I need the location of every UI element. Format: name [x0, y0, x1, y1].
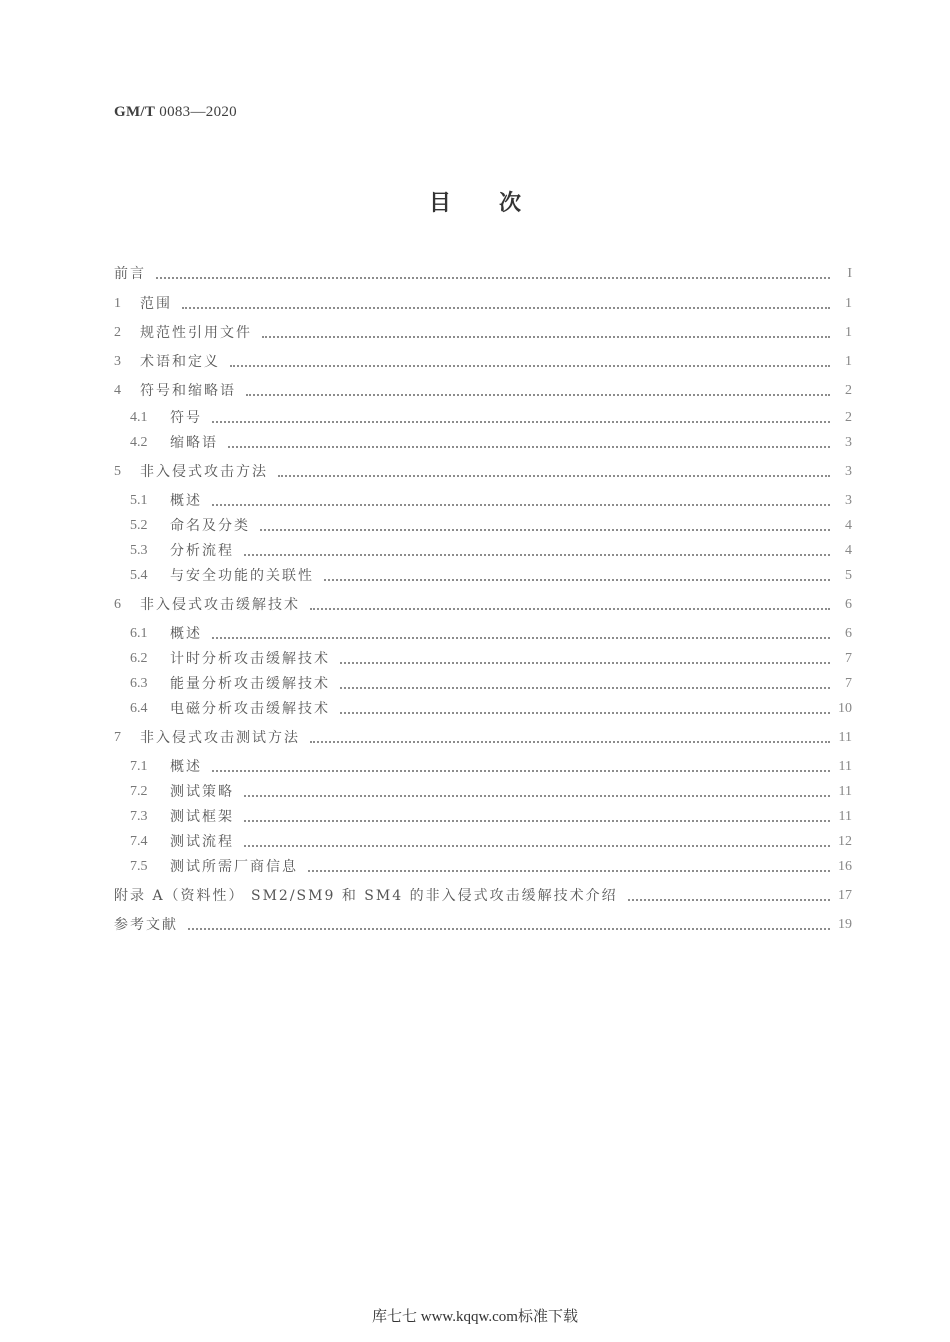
toc-entry-page: 3: [845, 493, 852, 508]
toc-entry-number: 5.3: [130, 543, 148, 558]
toc-entry-label: 概述: [170, 759, 202, 775]
standard-number: 0083—2020: [159, 104, 237, 120]
footer-watermark: 库七七 www.kqqw.com标准下载: [372, 1309, 578, 1325]
toc-entry[interactable]: [114, 755, 852, 777]
toc-dot-leader: [324, 579, 830, 581]
toc-entry-page: 7: [845, 651, 852, 666]
toc-entry-page: 7: [845, 676, 852, 691]
toc-entry-number: 4.1: [130, 410, 148, 425]
toc-dot-leader: [156, 277, 830, 279]
toc-entry-number: 6.4: [130, 701, 148, 716]
toc-entry-label: 附录 A（资料性） SM2/SM9 和 SM4 的非入侵式攻击缓解技术介绍: [114, 888, 618, 904]
toc-entry-label: 规范性引用文件: [140, 325, 252, 341]
toc-entry[interactable]: [114, 672, 852, 694]
toc-entry-number: 6.1: [130, 626, 148, 641]
toc-entry[interactable]: [114, 622, 852, 644]
toc-dot-leader: [340, 712, 830, 714]
toc-entry-page: 11: [838, 784, 852, 799]
toc-entry-number: 5.4: [130, 568, 148, 583]
toc-entry[interactable]: [114, 321, 852, 343]
toc-entry[interactable]: [114, 855, 852, 877]
toc-entry[interactable]: [114, 726, 852, 748]
toc-entry-number: 4.2: [130, 435, 148, 450]
toc-entry-label: 与安全功能的关联性: [170, 568, 314, 584]
toc-entry-label: 术语和定义: [140, 354, 220, 370]
toc-entry-number: 2: [114, 325, 121, 340]
toc-entry-number: 5.2: [130, 518, 148, 533]
toc-entry-page: 6: [845, 626, 852, 641]
toc-entry-number: 4: [114, 383, 121, 398]
toc-entry[interactable]: [114, 292, 852, 314]
toc-entry-label: 非入侵式攻击方法: [140, 464, 268, 480]
toc-dot-leader: [244, 845, 830, 847]
toc-entry-page: 17: [838, 888, 852, 903]
toc-entry-label: 计时分析攻击缓解技术: [170, 651, 330, 667]
toc-entry-number: 7.4: [130, 834, 148, 849]
toc-dot-leader: [278, 475, 830, 477]
toc-dot-leader: [212, 421, 830, 423]
toc-entry-label: 测试所需厂商信息: [170, 859, 298, 875]
toc-entry-number: 6: [114, 597, 121, 612]
toc-entry-label: 能量分析攻击缓解技术: [170, 676, 330, 692]
toc-entry-number: 5: [114, 464, 121, 479]
toc-entry-label: 概述: [170, 626, 202, 642]
toc-entry[interactable]: [114, 830, 852, 852]
toc-dot-leader: [230, 365, 830, 367]
toc-entry[interactable]: [114, 647, 852, 669]
toc-entry[interactable]: [114, 884, 852, 906]
toc-dot-leader: [262, 336, 830, 338]
toc-dot-leader: [246, 394, 830, 396]
page-title: 目次: [428, 191, 569, 216]
toc-entry-number: 1: [114, 296, 121, 311]
toc-entry-page: 16: [838, 859, 852, 874]
standard-code: [114, 104, 237, 121]
toc-entry-label: 电磁分析攻击缓解技术: [170, 701, 330, 717]
toc-dot-leader: [244, 820, 830, 822]
toc-entry-label: 缩略语: [170, 435, 218, 451]
toc-entry-page: 19: [838, 917, 852, 932]
toc-entry[interactable]: [114, 539, 852, 561]
toc-entry-page: 2: [845, 410, 852, 425]
toc-entry[interactable]: [114, 379, 852, 401]
toc-entry-page: 10: [838, 701, 852, 716]
toc-entry-label: 命名及分类: [170, 518, 250, 534]
toc-entry-number: 3: [114, 354, 121, 369]
toc-dot-leader: [340, 687, 830, 689]
toc-dot-leader: [188, 928, 830, 930]
toc-dot-leader: [310, 741, 830, 743]
toc-dot-leader: [212, 504, 830, 506]
toc-dot-leader: [244, 554, 830, 556]
toc-dot-leader: [228, 446, 830, 448]
toc-entry[interactable]: [114, 350, 852, 372]
toc-entry-label: 概述: [170, 493, 202, 509]
toc-entry-page: 5: [845, 568, 852, 583]
toc-entry[interactable]: [114, 262, 852, 284]
toc-entry-page: 1: [845, 325, 852, 340]
toc-dot-leader: [308, 870, 830, 872]
toc-entry-page: 11: [838, 730, 852, 745]
toc-entry-label: 范围: [140, 296, 172, 312]
toc-entry[interactable]: [114, 514, 852, 536]
toc-entry-page: 11: [838, 809, 852, 824]
toc-entry[interactable]: [114, 564, 852, 586]
toc-entry-number: 5.1: [130, 493, 148, 508]
toc-entry[interactable]: [114, 593, 852, 615]
toc-entry-page: 4: [845, 543, 852, 558]
toc-entry-label: 符号和缩略语: [140, 383, 236, 399]
toc-entry-label: 分析流程: [170, 543, 234, 559]
toc-entry-label: 测试框架: [170, 809, 234, 825]
toc-entry[interactable]: [114, 805, 852, 827]
standard-code-prefix: GM/T: [114, 104, 156, 120]
toc-dot-leader: [244, 795, 830, 797]
toc-entry-number: 7.3: [130, 809, 148, 824]
toc-entry-label: 测试流程: [170, 834, 234, 850]
toc-entry-page: 4: [845, 518, 852, 533]
toc-entry[interactable]: [114, 913, 852, 935]
toc-dot-leader: [182, 307, 830, 309]
toc-entry-page: 3: [845, 464, 852, 479]
toc-entry-page: I: [847, 266, 852, 281]
toc-dot-leader: [310, 608, 830, 610]
toc-entry-number: 6.2: [130, 651, 148, 666]
toc-entry-page: 11: [838, 759, 852, 774]
toc-entry[interactable]: [114, 406, 852, 428]
toc-entry-page: 1: [845, 296, 852, 311]
toc-dot-leader: [212, 637, 830, 639]
toc-entry-label: 前言: [114, 266, 146, 282]
toc-entry-label: 非入侵式攻击测试方法: [140, 730, 300, 746]
toc-entry[interactable]: [114, 489, 852, 511]
toc-entry[interactable]: [114, 460, 852, 482]
toc-entry-label: 非入侵式攻击缓解技术: [140, 597, 300, 613]
toc-dot-leader: [628, 899, 830, 901]
toc-entry[interactable]: [114, 780, 852, 802]
toc-entry-number: 7: [114, 730, 121, 745]
toc-entry[interactable]: [114, 697, 852, 719]
toc-dot-leader: [260, 529, 830, 531]
toc-entry-page: 3: [845, 435, 852, 450]
toc-dot-leader: [340, 662, 830, 664]
toc-entry-number: 6.3: [130, 676, 148, 691]
toc-entry-number: 7.5: [130, 859, 148, 874]
toc-entry-number: 7.1: [130, 759, 148, 774]
toc-entry-number: 7.2: [130, 784, 148, 799]
toc-entry-label: 测试策略: [170, 784, 234, 800]
toc-entry-page: 1: [845, 354, 852, 369]
toc-dot-leader: [212, 770, 830, 772]
toc-entry[interactable]: [114, 431, 852, 453]
toc-entry-page: 12: [838, 834, 852, 849]
toc-entry-label: 参考文献: [114, 917, 178, 933]
toc-entry-page: 6: [845, 597, 852, 612]
toc-entry-label: 符号: [170, 410, 202, 426]
toc-entry-page: 2: [845, 383, 852, 398]
